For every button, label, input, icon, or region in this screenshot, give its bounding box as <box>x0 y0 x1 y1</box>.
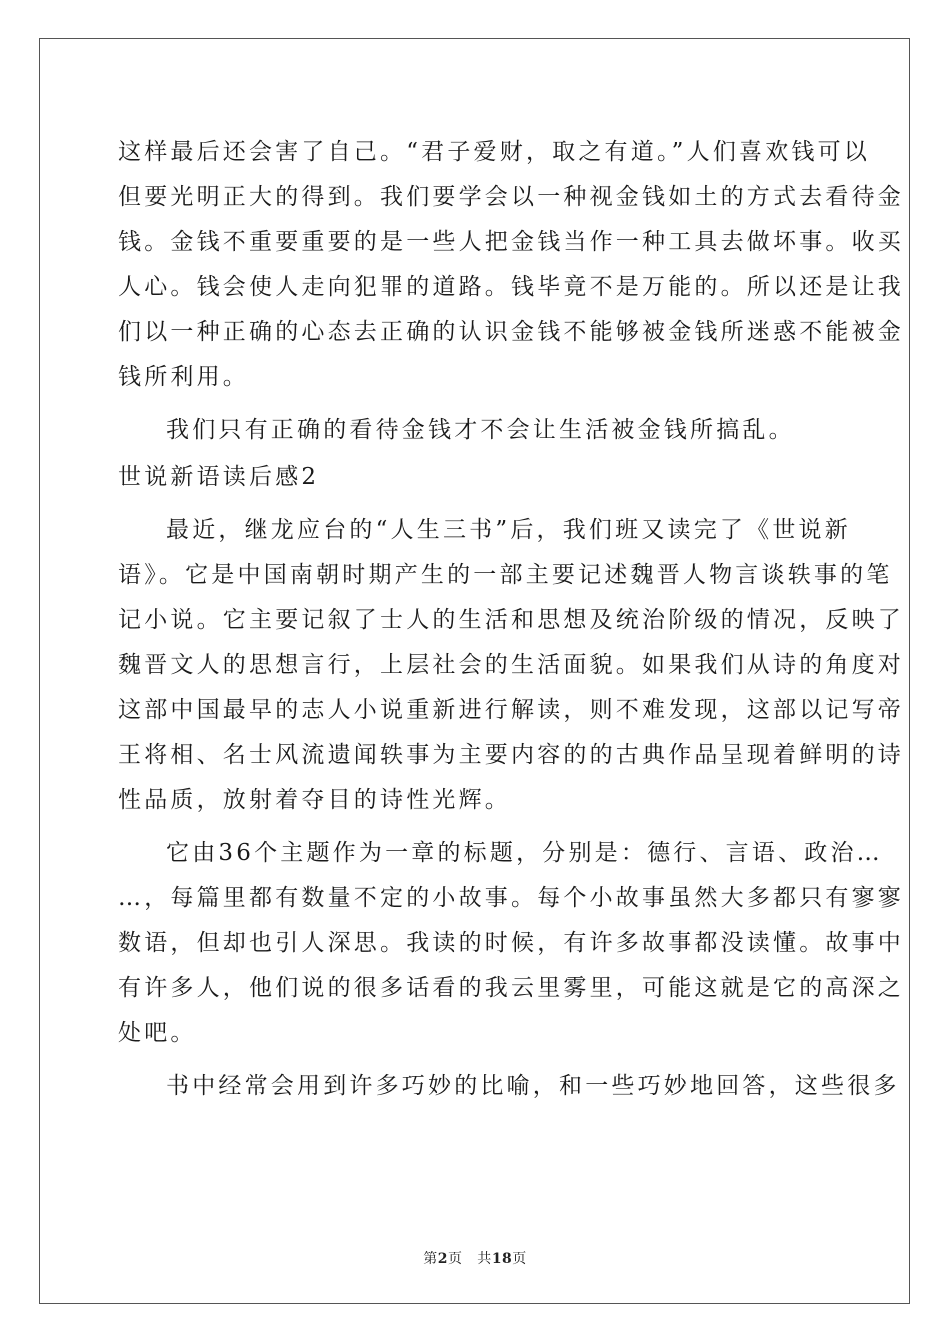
page-footer <box>0 1248 950 1268</box>
paragraph-line: 我们只有正确的看待金钱才不会让生活被金钱所搞乱。 <box>166 417 795 443</box>
body-line: 魏晋文人的思想言行，上层社会的生活面貌。如果我们从诗的角度对 <box>118 652 904 678</box>
body-line: 数语，但却也引人深思。我读的时候，有许多故事都没读懂。故事中 <box>118 930 904 956</box>
footer-prefix: 第 <box>423 1251 438 1267</box>
paragraph-line: 它由36个主题作为一章的标题，分别是：德行、言语、政治… <box>166 840 883 866</box>
body-line: 钱所利用。 <box>118 364 249 390</box>
document-body <box>118 130 904 1109</box>
paragraph-line: 书中经常会用到许多巧妙的比喻，和一些巧妙地回答，这些很多 <box>166 1073 900 1099</box>
body-line: 记小说。它主要记叙了士人的生活和思想及统治阶级的情况，反映了 <box>118 607 904 633</box>
section-heading: 世说新语读后感2 <box>118 464 320 490</box>
body-line: 钱。金钱不重要重要的是一些人把金钱当作一种工具去做坏事。收买 <box>118 229 904 255</box>
paragraph-line: 最近，继龙应台的“人生三书”后，我们班又读完了《世说新 <box>166 517 851 543</box>
footer-middle: 页 共 <box>447 1251 492 1267</box>
body-line: 们以一种正确的心态去正确的认识金钱不能够被金钱所迷惑不能被金 <box>118 319 904 345</box>
body-line: 处吧。 <box>118 1020 197 1046</box>
body-line: 这部中国最早的志人小说重新进行解读，则不难发现，这部以记写帝 <box>118 697 904 723</box>
body-line: 人心。钱会使人走向犯罪的道路。钱毕竟不是万能的。所以还是让我 <box>118 274 904 300</box>
body-line: …，每篇里都有数量不定的小故事。每个小故事虽然大多都只有寥寥 <box>118 885 904 911</box>
body-line: 但要光明正大的得到。我们要学会以一种视金钱如土的方式去看待金 <box>118 184 904 210</box>
current-page-number: 2 <box>437 1251 448 1267</box>
body-line: 这样最后还会害了自己。“君子爱财，取之有道。”人们喜欢钱可以 <box>118 139 871 165</box>
total-pages-number: 18 <box>491 1251 513 1267</box>
body-line: 语》。它是中国南朝时期产生的一部主要记述魏晋人物言谈轶事的笔 <box>118 562 893 588</box>
footer-suffix: 页 <box>512 1251 527 1267</box>
body-line: 王将相、名士风流遗闻轶事为主要内容的的古典作品呈现着鲜明的诗 <box>118 742 904 768</box>
body-line: 有许多人，他们说的很多话看的我云里雾里，可能这就是它的高深之 <box>118 975 904 1001</box>
body-line: 性品质，放射着夺目的诗性光辉。 <box>118 787 511 813</box>
